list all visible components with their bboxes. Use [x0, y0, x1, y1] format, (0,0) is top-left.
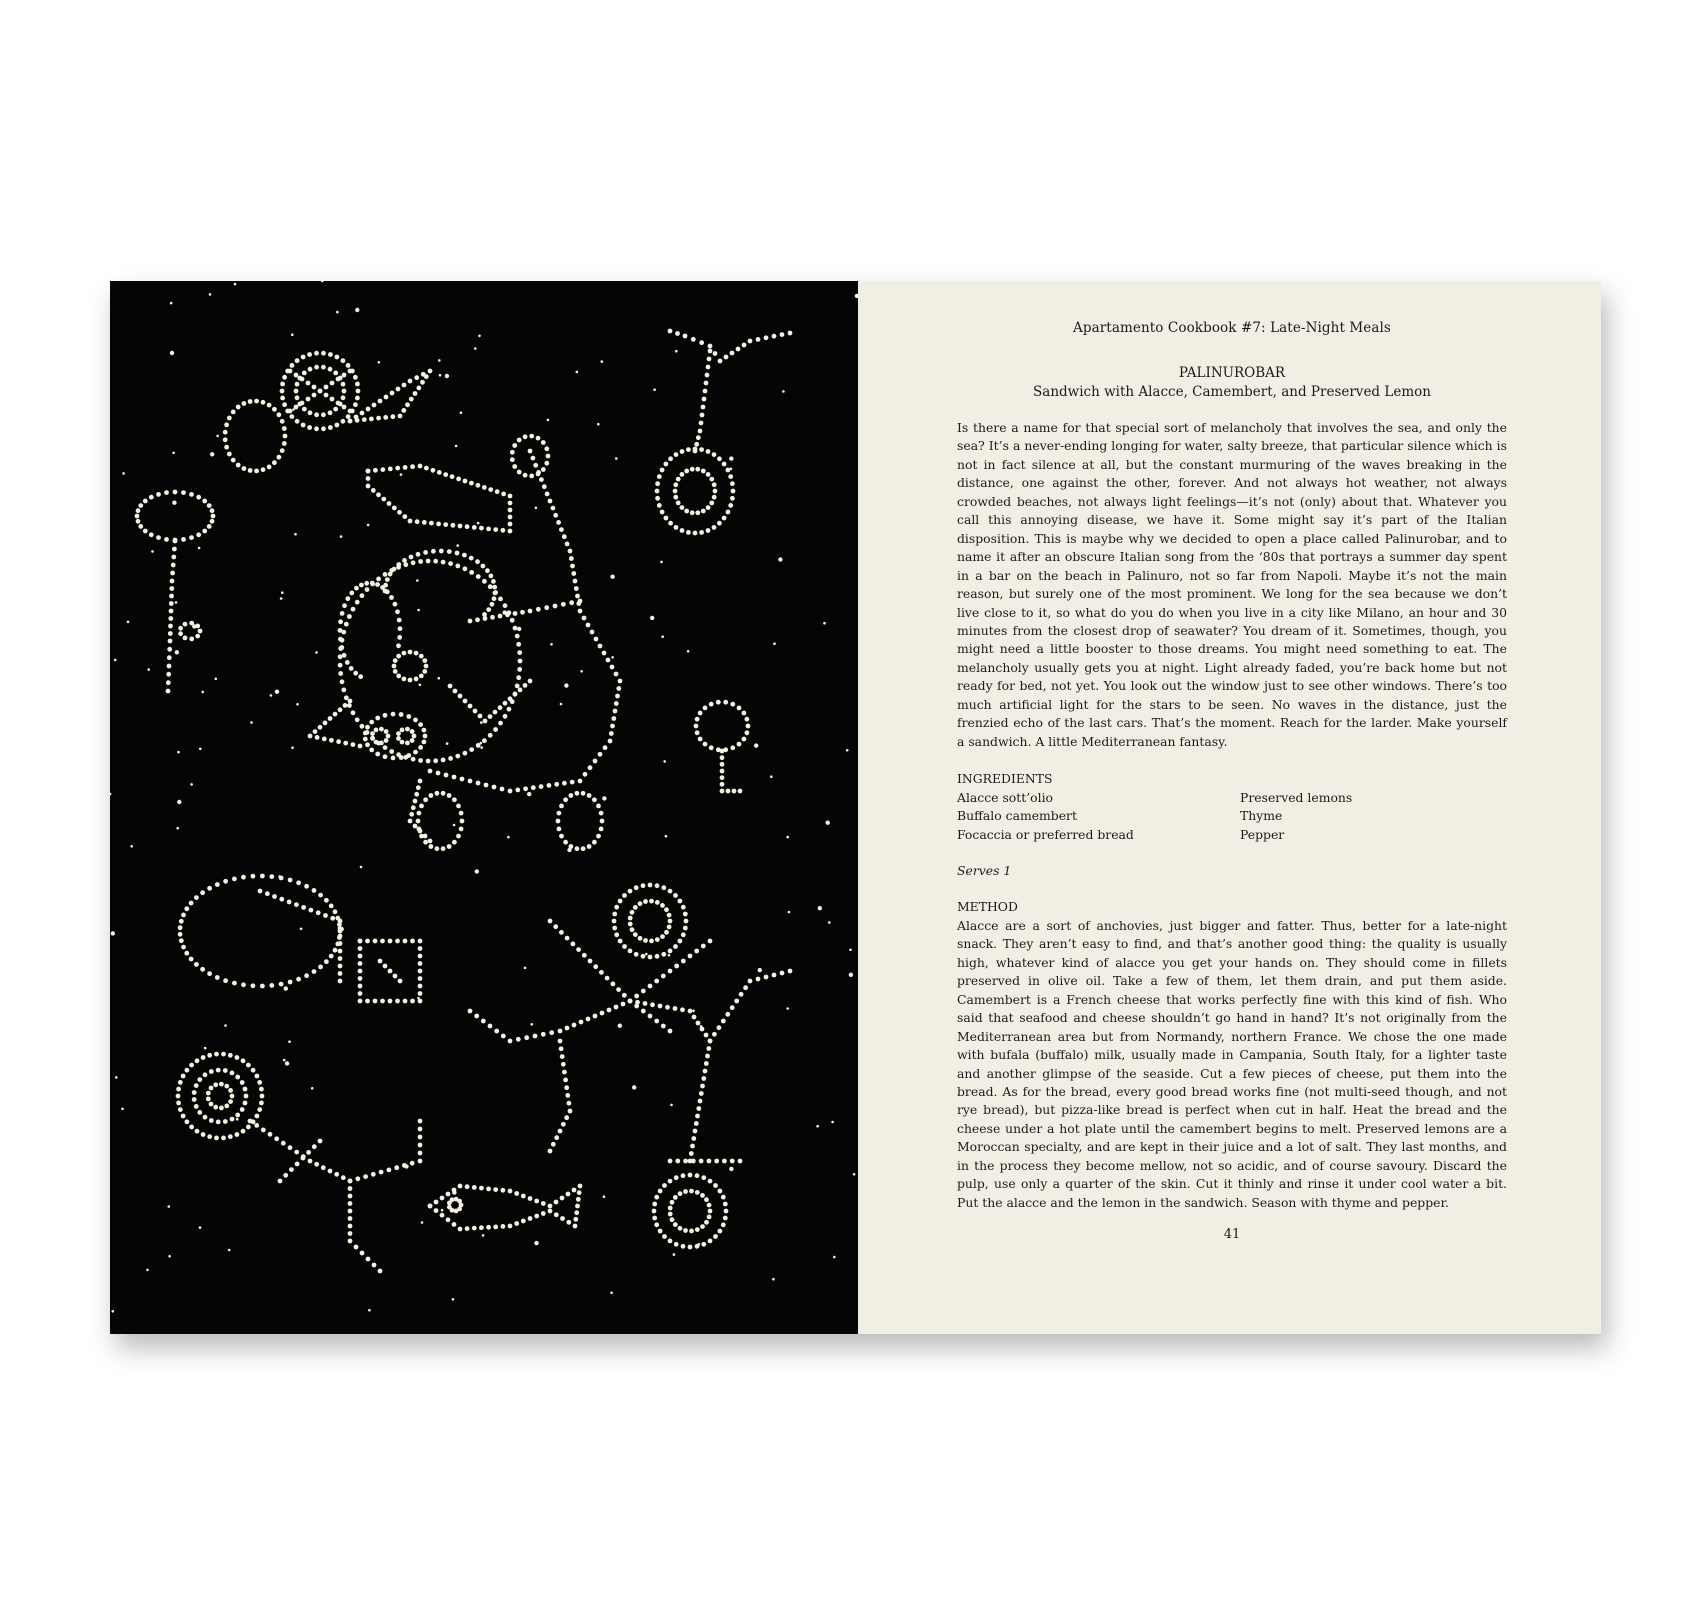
ingredient-item: Buffalo camembert [957, 808, 1077, 824]
recipe-name: PALINUROBAR [1178, 365, 1286, 381]
serves-note: Serves 1 [957, 862, 1012, 878]
ingredients-column-right [1240, 789, 1352, 844]
text-page [858, 281, 1601, 1334]
ingredient-item: Focaccia or preferred bread [957, 826, 1134, 842]
recipe-subtitle: Sandwich with Alacce, Camembert, and Preserved Lemon [1033, 383, 1431, 400]
ingredients-list [957, 789, 1507, 844]
method-heading: METHOD [957, 899, 1018, 915]
text-block [957, 319, 1507, 1244]
running-head: Apartamento Cookbook #7: Late-Night Meals [1073, 320, 1391, 336]
ingredient-item: Preserved lemons [1240, 789, 1353, 805]
recipe-heading [957, 364, 1507, 401]
page-number: 41 [1223, 1227, 1241, 1243]
method-paragraph: Alacce are a sort of anchovies, just bigger and fatter. Thus, better for a late-night snack. They aren’t easy to find, and that’s another good thing: the quality is usually high, whatever kind of alacce you get your hands on. They should come in fillets preserved in olive oil. Take a few of them, let them drain, and put them aside. Camembert is a French cheese that works perfectly fine with this kind of fish. Who said that seafood and cheese shouldn’t go hand in hand? It’s not originally from the Mediterranean area but from Normandy, northern France. We chose the one made with bufala (buffalo) milk, usually made in Campania, South Italy, for a lighter taste and another glimpse of the seaside. Cut a few pieces of cheese, put them into the bread. As for the bread, every good bread works fine (not multi-seed though, and not rye bread), but pizza-like bread is perfect when cut in half. Heat the bread and the cheese under a hot plate until the camembert begins to melt. Preserved lemons are a Moroccan specialty, and are kept in their juice and a lot of salt. They last months, and in the process they become mellow, not so acidic, and of course savoury. Discard the pulp, use only a quarter of the skin. Cut it thinly and rinse it under cool water a bit. Put the alacce and the lemon in the sandwich. Season with thyme and pepper. [957, 917, 1507, 1210]
ingredients-column-left [957, 789, 1240, 844]
ingredient-item: Thyme [1240, 808, 1283, 824]
intro-paragraph: Is there a name for that special sort of melancholy that involves the sea, and only the sea? It’s a never-ending longing for water, salty breeze, that particular silence which is not in fact silence at all, but the constant murmuring of the waves breaking in the distance, one against the other, forever. And not always hot weather, not always crowded beaches, not always light feelings—it’s not (only) about that. Whatever you call this annoying disease, we have it. Some might say it’s part of the Italian disposition. This is maybe why we decided to open a place called Palinurobar, and to name it after an obscure Italian song from the ‘80s that portrays a summer day spent in a bar on the beach in Palinuro, not so far from Napoli. Maybe it’s not the main reason, but surely one of the most prominent. We long for the sea because we don’t live close to it, so what do you do when you live in a city like Milano, an hour and 30 minutes from the closest drop of seawater? You dream of it. Sometimes, though, you might need a little booster to those dreams. You might need something to eat. The melancholy usually gets you at night. Light already faded, you’re back home but not ready for bed, not yet. You look out the window just to see other windows. There’s too much artificial light for the stars to be seen. No waves in the distance, just the frenzied echo of the last cars. That’s the moment. Reach for the larder. Make yourself a sandwich. A little Mediterranean fantasy. [957, 420, 1507, 749]
ingredient-item: Pepper [1240, 826, 1285, 842]
star-field [110, 281, 858, 1313]
dotted-constellation-illustration [110, 281, 858, 1334]
dotted-food-drawings [135, 329, 793, 1274]
book-spread [110, 281, 1601, 1334]
ingredient-item: Alacce sott’olio [957, 789, 1054, 805]
illustration-page [110, 281, 858, 1334]
ingredients-heading: INGREDIENTS [957, 771, 1053, 787]
